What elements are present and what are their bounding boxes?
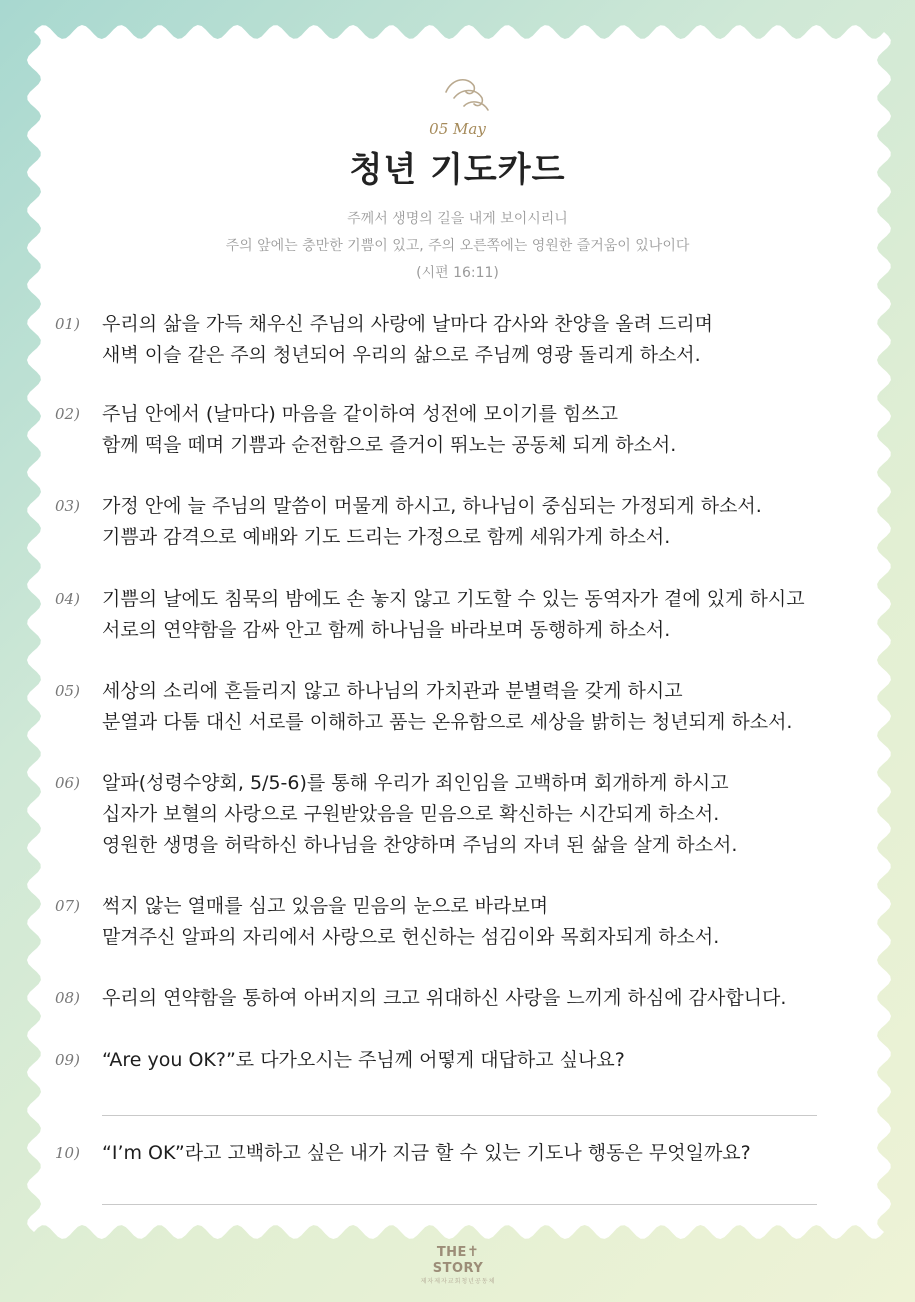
question-line: “Are you OK?”로 다가오시는 주님께 어떻게 대답하고 싶나요? (102, 1049, 625, 1071)
swirl-ornament-icon (440, 72, 494, 116)
prayer-number: 03) (55, 497, 80, 515)
prayer-line: 기쁨과 감격으로 예배와 기도 드리는 가정으로 함께 세워가게 하소서. (102, 526, 671, 548)
prayer-number: 10) (55, 1144, 80, 1162)
prayer-line: 새벽 이슬 같은 주의 청년되어 우리의 삶으로 주님께 영광 돌리게 하소서. (102, 344, 701, 366)
scripture-verse (0, 206, 915, 287)
answer-line[interactable] (102, 1204, 817, 1205)
prayer-line: 알파(성령수양회, 5/5-6)를 통해 우리가 죄인임을 고백하며 회개하게 하시고 (102, 772, 729, 794)
logo-text-left: THE (436, 1245, 467, 1260)
prayer-line: 서로의 연약함을 감싸 안고 함께 하나님을 바라보며 동행하게 하소서. (102, 619, 671, 641)
prayer-line: 기쁨의 날에도 침묵의 밤에도 손 놓지 않고 기도할 수 있는 동역자가 곁에 있게 하시고 (102, 588, 805, 610)
prayer-line: 썩지 않는 열매를 심고 있음을 믿음의 눈으로 바라보며 (102, 895, 549, 917)
prayer-number: 06) (55, 774, 80, 792)
prayer-number: 09) (55, 1051, 80, 1069)
page-title: 청년 기도카드 (349, 150, 566, 190)
prayer-number: 04) (55, 590, 80, 608)
logo-subtitle: 제자제자교회청년공동체 (420, 1278, 496, 1285)
prayer-line: 주님 안에서 (날마다) 마음을 같이하여 성전에 모이기를 힘쓰고 (102, 403, 618, 425)
prayer-line: 분열과 다툼 대신 서로를 이해하고 품는 온유함으로 세상을 밝히는 청년되게 하소서. (102, 711, 793, 733)
month-label: 05 May (429, 120, 486, 138)
verse-line: 주께서 생명의 길을 내게 보이시리니 (347, 211, 568, 227)
the-story-logo (414, 1244, 502, 1284)
prayer-number: 08) (55, 989, 80, 1007)
answer-line[interactable] (102, 1115, 817, 1116)
logo-text-right: STORY (432, 1261, 484, 1276)
prayer-line: 우리의 삶을 가득 채우신 주님의 사랑에 날마다 감사와 찬양을 올려 드리며 (102, 313, 714, 335)
verse-reference: (시편 16:11) (416, 265, 499, 281)
prayer-line: 함께 떡을 떼며 기쁨과 순전함으로 즐거이 뛰노는 공동체 되게 하소서. (102, 434, 677, 456)
prayer-line: 우리의 연약함을 통하여 아버지의 크고 위대하신 사랑을 느끼게 하심에 감사합니다. (102, 987, 787, 1009)
prayer-line: 맡겨주신 알파의 자리에서 사랑으로 헌신하는 섬김이와 목회자되게 하소서. (102, 926, 720, 948)
prayer-line: 영원한 생명을 허락하신 하나님을 찬양하며 주님의 자녀 된 삶을 살게 하소서. (102, 834, 738, 856)
prayer-line: 십자가 보혈의 사랑으로 구원받았음을 믿음으로 확신하는 시간되게 하소서. (102, 803, 720, 825)
prayer-number: 05) (55, 682, 80, 700)
prayer-line: 세상의 소리에 흔들리지 않고 하나님의 가치관과 분별력을 갖게 하시고 (102, 680, 683, 702)
prayer-number: 02) (55, 405, 80, 423)
cross-icon: ✝ (466, 1244, 480, 1260)
question-line: “I’m OK”라고 고백하고 싶은 내가 지금 할 수 있는 기도나 행동은 무엇일까요? (102, 1142, 751, 1164)
verse-line: 주의 앞에는 충만한 기쁨이 있고, 주의 오른쪽에는 영원한 즐거움이 있나이다 (225, 238, 690, 254)
prayer-number: 01) (55, 315, 80, 333)
prayer-line: 가정 안에 늘 주님의 말씀이 머물게 하시고, 하나님이 중심되는 가정되게 하소서. (102, 495, 762, 517)
prayer-number: 07) (55, 897, 80, 915)
